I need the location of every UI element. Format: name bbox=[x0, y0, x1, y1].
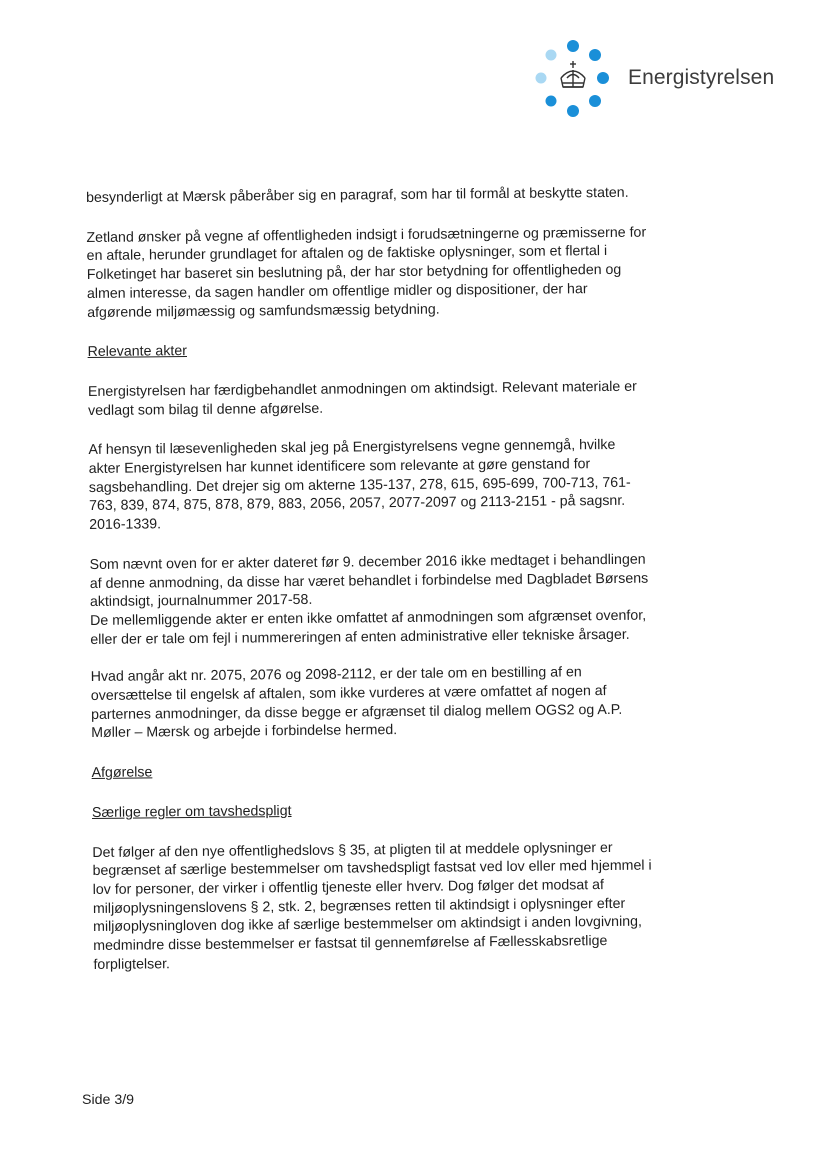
paragraph-processing-complete: Energistyrelsen har færdigbehandlet anmodningen om aktindsigt. Relevant materiale er vedlagt som bilag til denne afgørelse. bbox=[87, 378, 637, 419]
paragraph-confidentiality-rules: Det følger af den nye offentlighedslovs § 35, at pligten til at meddele oplysninger er begrænset af særlige bestemmelser om tavshedspligt fastsat ved lov eller med hjemmel i lov for personer, der virker i offentlig tjeneste eller hverv. Dog følger det modsat af miljøoplysningenslovens § 2, stk. 2, begrænses retten til aktindsigt i oplysninger efter miljøoplysningloven dog ikke af særlige bestemmelser om aktindsigt i anden lovgivning, medmindre disse bestemmelser er fastsat til gennemførelse af Fællesskabsretlige forpligtelser. bbox=[92, 839, 652, 973]
crown-logo-icon bbox=[532, 38, 622, 120]
page-number: Side 3/9 bbox=[82, 1092, 135, 1108]
paragraph-intermediate-records: De mellemliggende akter er enten ikke omfattet af anmodningen som afgrænset ovenfor, eller der er tale om fejl i nummereringen af enten administrative eller tekniske årsager. bbox=[90, 607, 647, 648]
paragraph-translation-order: Hvad angår akt nr. 2075, 2076 og 2098-2112, er der tale om en bestilling af en oversættelse til engelsk af aftalen, som ikke vurderes at være omfattet af nogen af parternes anmodninger, da disse begge er afgrænset til dialog mellem OGS2 og A.P. Møller – Mærsk og arbejde i forbindelse hermed. bbox=[90, 664, 623, 742]
paragraph-identified-records: Af hensyn til læsevenligheden skal jeg på Energistyrelsens vegne gennemgå, hvilke akter Energistyrelsen har kunnet identificere som relevante at gøre genstand for sagsbehandling. Det drejer sig om akterne 135-137, 278, 615, 695-699, 700-713, 761-763, 839, 874, 875, 878, 879, 883, 2056, 2057, 2077-2097 og 2113-2151 - på sagsnr. 2016-1339. bbox=[88, 437, 631, 534]
energistyrelsen-logo bbox=[532, 38, 775, 120]
heading-afgoerelse: Afgørelse bbox=[91, 764, 153, 782]
logo-wordmark: Energistyrelsen bbox=[628, 66, 775, 89]
heading-relevante-akter: Relevante akter bbox=[87, 343, 188, 361]
paragraph-earlier-records: Som nævnt oven for er akter dateret før 9. december 2016 ikke medtaget i behandlingen af denne anmodning, da disse har været behandlet i forbindelse med Dagbladet Børsens aktindsigt, journalnummer 2017-58. bbox=[89, 551, 649, 611]
heading-saerlige-regler: Særlige regler om tavshedspligt bbox=[91, 802, 292, 821]
paragraph-continuation: besynderligt at Mærsk påberåber sig en paragraf, som har til formål at beskytte staten. bbox=[86, 184, 629, 206]
letter-body bbox=[86, 184, 654, 996]
paragraph-zetland-request: Zetland ønsker på vegne af offentligheden indsigt i forudsætningerne og præmisserne for en aftale, herunder grundlaget for aftalen og de faktiske oplysninger, som et flertal i Folketinget har baseret sin beslutning på, der har stor betydning for offentligheden og almen interesse, da sagen handler om offentlige midler og dispositioner, der har afgørende miljømæssig og samfundsmæssig betydning. bbox=[86, 224, 647, 321]
